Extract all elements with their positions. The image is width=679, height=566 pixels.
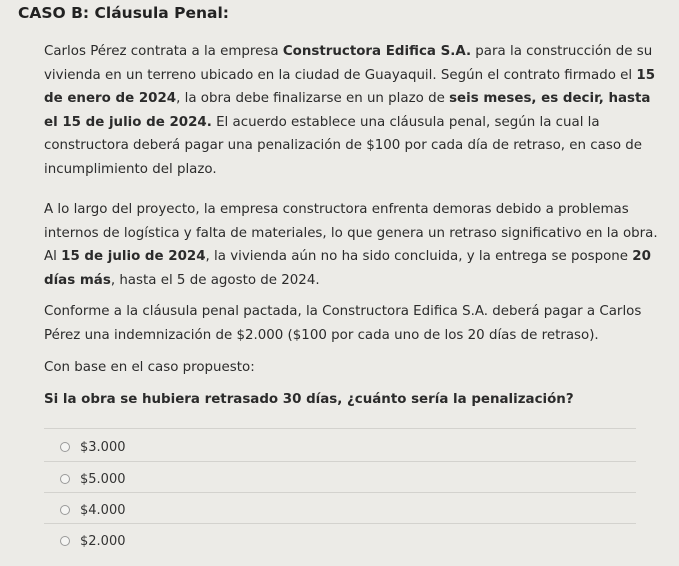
question-text: Si la obra se hubiera retrasado 30 días, ¿cuánto sería la penalización? [44,392,574,407]
bold-deadline: seis meses, es decir, hasta el 15 de julio de 2024. [44,91,651,130]
text-span: El acuerdo establece una cláusula penal, según la cual la constructora deberá pagar una penalización de $100 por cada día de retraso, en caso de incumplimiento del plazo. [44,114,643,177]
divider [44,428,636,429]
radio-circle-icon[interactable] [60,505,70,515]
case-paragraph-4: Con base en el caso propuesto: [44,360,255,375]
answer-option-1[interactable] [60,436,126,458]
case-title: CASO B: Cláusula Penal: [18,4,230,22]
bold-date: 15 de julio de 2024 [61,249,206,264]
radio-circle-icon[interactable] [60,474,70,484]
text-span: A lo largo del proyecto, la empresa constructora enfrenta demoras debido a problemas internos de logística y falta de materiales, lo que genera un retraso significativo en la obra. Al [44,202,658,264]
option-label: $5.000 [80,471,126,487]
case-paragraph-3: Conforme a la cláusula penal pactada, la Constructora Edifica S.A. deberá pagar a Carlos Pérez una indemnización de $2.000 ($100 por cada uno de los 20 días de retraso). [44,304,642,343]
text-span: Carlos Pérez contrata a la empresa [44,44,283,59]
bold-delay: 20 días más [44,249,651,288]
divider [44,461,636,462]
divider [44,523,636,524]
text-span: , hasta el 5 de agosto de 2024. [110,272,320,288]
option-label: $2.000 [80,533,126,549]
answer-option-3[interactable] [60,499,126,521]
bold-date: 15 de enero de 2024 [44,67,656,106]
bold-company: Constructora Edifica S.A. [282,44,472,59]
case-paragraph-1 [44,40,664,181]
option-label: $4.000 [80,502,126,518]
case-paragraph-2 [44,198,664,292]
radio-circle-icon[interactable] [60,536,70,546]
answer-option-2[interactable] [60,468,126,490]
radio-circle-icon[interactable] [60,442,70,452]
divider [44,492,636,493]
text-span: , la vivienda aún no ha sido concluida, y la entrega se pospone [205,249,633,264]
answer-option-4[interactable] [60,530,126,552]
option-label: $3.000 [80,439,126,455]
text-span: para la construcción de su vivienda en un terreno ubicado en la ciudad de Guayaquil. Según el contrato firmado el [44,44,653,83]
text-span: , la obra debe finalizarse en un plazo de [176,91,450,106]
